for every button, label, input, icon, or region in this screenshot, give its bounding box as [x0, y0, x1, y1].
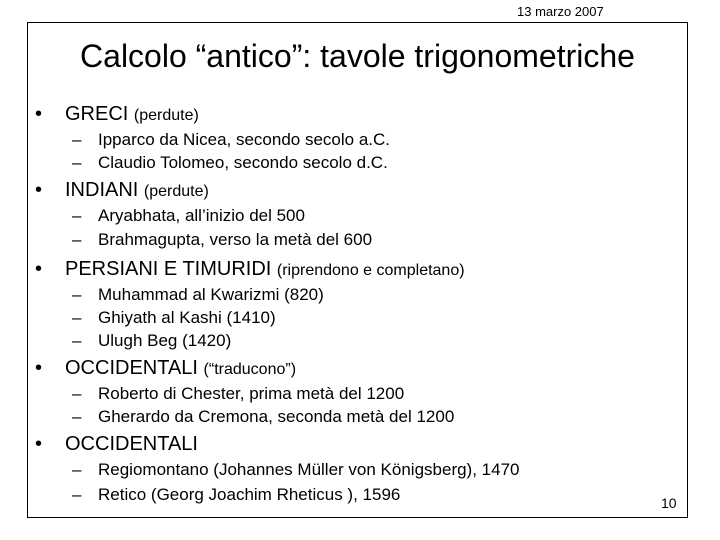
- dash-symbol: –: [72, 230, 82, 249]
- subitem: [72, 406, 454, 428]
- dash-symbol: –: [72, 460, 82, 479]
- date-header: 13 marzo 2007: [517, 4, 604, 19]
- bullet-symbol: •: [35, 433, 43, 455]
- bullet-heading: INDIANI: [65, 179, 139, 201]
- bullet-heading: PERSIANI E TIMURIDI: [65, 258, 272, 280]
- subitem-text: Gherardo da Cremona, seconda metà del 1200: [98, 407, 455, 426]
- bullet-heading: OCCIDENTALI: [65, 433, 198, 455]
- dash-symbol: –: [72, 331, 82, 350]
- bullet-note: (perdute): [143, 183, 209, 200]
- subitem-text: Muhammad al Kwarizmi (820): [98, 285, 324, 304]
- subitem: [72, 205, 305, 227]
- bullet-greci: [35, 102, 199, 128]
- subitem-text: Ghiyath al Kashi (1410): [98, 308, 276, 327]
- subitem-text: Ipparco da Nicea, secondo secolo a.C.: [98, 130, 391, 149]
- subitem: [72, 229, 372, 251]
- bullet-indiani: [35, 178, 209, 204]
- bullet-occidentali-1: [35, 356, 296, 382]
- bullet-note: (riprendono e completano): [276, 262, 465, 279]
- dash-symbol: –: [72, 384, 82, 403]
- bullet-persiani: [35, 257, 465, 283]
- bullet-symbol: •: [35, 258, 43, 280]
- bullet-symbol: •: [35, 357, 43, 379]
- subitem-text: Brahmagupta, verso la metà del 600: [98, 230, 373, 249]
- bullet-occidentali-2: [35, 432, 198, 456]
- subitem: [72, 330, 231, 352]
- dash-symbol: –: [72, 130, 82, 149]
- bullet-note: (perdute): [133, 107, 199, 124]
- subitem-text: Ulugh Beg (1420): [98, 331, 232, 350]
- bullet-note: (“traducono”): [203, 361, 297, 378]
- subitem-text: Regiomontano (Johannes Müller von Königsberg), 1470: [98, 460, 520, 479]
- bullet-symbol: •: [35, 103, 43, 125]
- subitem-text: Claudio Tolomeo, secondo secolo d.C.: [98, 153, 388, 172]
- bullet-heading: GRECI: [65, 103, 129, 125]
- subitem: [72, 383, 404, 405]
- subitem: [72, 484, 400, 506]
- subitem: [72, 129, 390, 151]
- bullet-symbol: •: [35, 179, 43, 201]
- page-number: 10: [661, 495, 677, 511]
- dash-symbol: –: [72, 153, 82, 172]
- subitem: [72, 459, 519, 481]
- slide-title: Calcolo “antico”: tavole trigonometriche: [80, 38, 635, 74]
- dash-symbol: –: [72, 285, 82, 304]
- dash-symbol: –: [72, 308, 82, 327]
- subitem-text: Retico (Georg Joachim Rheticus ), 1596: [98, 485, 401, 504]
- dash-symbol: –: [72, 206, 82, 225]
- dash-symbol: –: [72, 407, 82, 426]
- dash-symbol: –: [72, 485, 82, 504]
- subitem: [72, 284, 324, 306]
- subitem-text: Roberto di Chester, prima metà del 1200: [98, 384, 405, 403]
- bullet-heading: OCCIDENTALI: [65, 357, 198, 379]
- subitem: [72, 307, 276, 329]
- subitem: [72, 152, 388, 174]
- subitem-text: Aryabhata, all’inizio del 500: [98, 206, 305, 225]
